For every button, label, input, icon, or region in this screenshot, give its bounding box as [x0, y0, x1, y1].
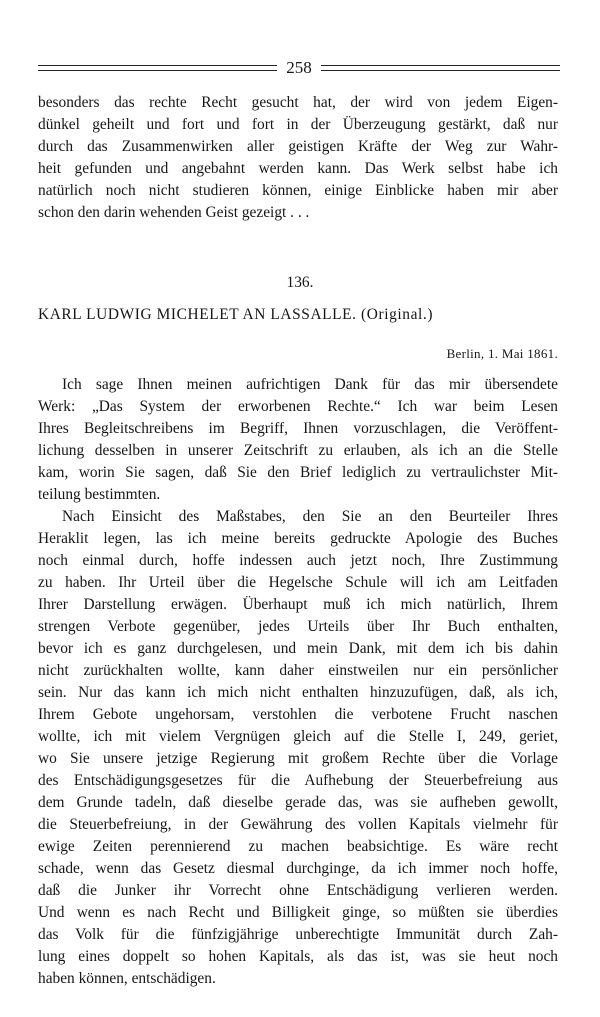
text-line: schon den darin wehenden Geist gezeigt . . .: [38, 204, 310, 221]
text-line: des Entschädigungsgesetzes für die Aufhebung der Steuerbefreiung aus: [38, 772, 558, 789]
text-line: bevor ich es ganz durchgelesen, und mein Dank, mit dem ich bis dahin: [38, 640, 558, 657]
text-line: Nach Einsicht des Maßstabes, den Sie an den Beurteiler Ihres: [62, 508, 558, 525]
text-line: durch das Zusammenwirken aller geistigen Kräfte der Weg zur Wahr-: [38, 138, 558, 155]
text-line: dünkel geheilt und fort und fort in der Überzeugung gestärkt, daß nur: [38, 116, 558, 133]
text-line: daß die Junker ihr Vorrecht ohne Entschädigung verlieren werden.: [38, 882, 558, 899]
text-line: lung eines doppelt so hohen Kapitals, als das ist, was sie heut noch: [38, 948, 558, 965]
header-rule-right: [321, 65, 560, 71]
text-line: Und wenn es nach Recht und Billigkeit ginge, so müßten sie überdies: [38, 904, 558, 921]
text-line: Ihrer Darstellung erwägen. Überhaupt muß ich mich natürlich, Ihrem: [38, 596, 558, 613]
text-line: Ich sage Ihnen meinen aufrichtigen Dank für das mir übersendete: [62, 376, 558, 393]
text-line: schade, wenn das Gesetz diesmal durchginge, da ich immer noch hoffe,: [38, 860, 558, 877]
text-line: kam, worin Sie sagen, daß Sie den Brief lediglich zu vertraulichster Mit-: [38, 464, 558, 481]
text-line: lichung desselben in unserer Zeitschrift zu erlauben, als ich an die Stelle: [38, 442, 558, 459]
running-header: [38, 56, 560, 80]
text-line: dem Grunde tadeln, daß dieselbe gerade das, was sie aufheben gewollt,: [38, 794, 558, 811]
text-line: wo Sie unsere jetzige Regierung mit großem Rechte über die Vorlage: [38, 750, 558, 767]
text-line: strengen Verbote gegenüber, jedes Urteils über Ihr Buch enthalten,: [38, 618, 558, 635]
letter-heading: KARL LUDWIG MICHELET AN LASSALLE. (Original.): [38, 306, 434, 323]
text-line: die Steuerbefreiung, in der Gewährung des vollen Kapitals vielmehr für: [38, 816, 558, 833]
letter-dateline: Berlin, 1. Mai 1861.: [446, 346, 558, 361]
text-line: Ihrem Gebote ungehorsam, verstohlen die verbotene Frucht naschen: [38, 706, 558, 723]
page-number: 258: [286, 58, 312, 77]
text-line: besonders das rechte Recht gesucht hat, der wird von jedem Eigen-: [38, 94, 558, 111]
header-rule-left: [38, 65, 277, 71]
text-line: haben können, entschädigen.: [38, 970, 216, 987]
text-line: das Volk für die fünfzigjährige unberechtigte Immunität durch Zah-: [38, 926, 558, 943]
text-line: zu haben. Ihr Urteil über die Hegelsche Schule will ich am Leitfaden: [38, 574, 558, 591]
text-line: teilung bestimmten.: [38, 486, 161, 503]
text-line: ewige Zeiten perennierend zu machen beabsichtige. Es wäre recht: [38, 838, 558, 855]
text-line: sein. Nur das kann ich mich nicht enthalten hinzuzufügen, daß, als ich,: [38, 684, 558, 701]
text-line: heit gefunden und angebahnt werden kann. Das Werk selbst habe ich: [38, 160, 558, 177]
text-line: nicht zurückhalten wollte, kann daher einstweilen nur ein persönlicher: [38, 662, 558, 679]
text-line: Werk: „Das System der erworbenen Rechte.“ Ich war beim Lesen: [38, 398, 558, 415]
text-line: natürlich noch nicht studieren können, einige Einblicke haben mir aber: [38, 182, 558, 199]
text-line: wollte, ich mit vielem Vergnügen gleich auf die Stelle I, 249, geriet,: [38, 728, 558, 745]
text-line: Ihres Begleitschreibens im Begriff, Ihnen vorzuschlagen, die Veröffent-: [38, 420, 558, 437]
text-line: noch einmal durch, hoffe indessen auch jetzt noch, Ihre Zustimmung: [38, 552, 558, 569]
letter-number: 136.: [286, 274, 314, 291]
text-line: Heraklit legen, las ich meine bereits gedruckte Apologie des Buches: [38, 530, 558, 547]
